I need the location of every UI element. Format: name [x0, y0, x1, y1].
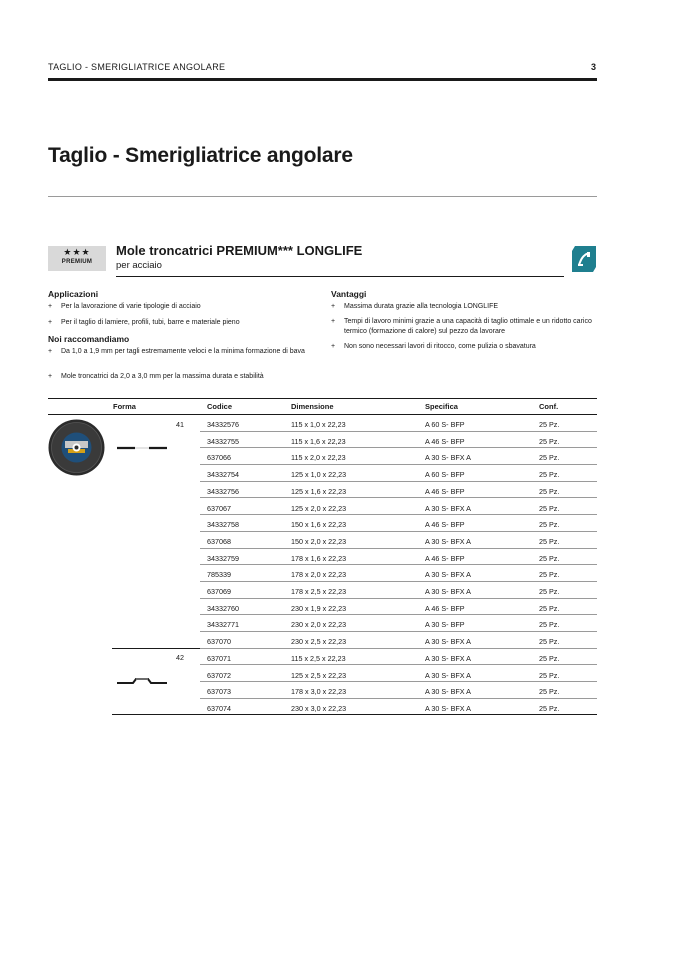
cell-dimensione: 230 x 1,9 x 22,23 — [291, 603, 347, 613]
badge-stars: ★★★ — [63, 247, 91, 257]
bullet-plus: + — [331, 343, 336, 350]
bullet-text: Non sono necessari lavori di ritocco, come pulizia o sbavatura — [344, 343, 536, 350]
cell-codice: 637070 — [207, 637, 231, 647]
column-header-specifica: Specifica — [425, 402, 458, 411]
list-item — [331, 302, 597, 312]
cell-specifica: A 60 S- BFP — [425, 470, 465, 480]
cell-dimensione: 125 x 1,6 x 22,23 — [291, 486, 347, 496]
cell-codice: 637072 — [207, 670, 231, 680]
bullet-text: Per la lavorazione di varie tipologie di acciaio — [61, 303, 201, 310]
product-name: Mole troncatrici PREMIUM*** LONGLIFE — [116, 243, 363, 258]
bullet-plus: + — [331, 318, 336, 325]
cell-codice: 637073 — [207, 687, 231, 697]
cell-conf: 25 Pz. — [539, 420, 560, 429]
cell-specifica: A 46 S- BFP — [425, 603, 465, 613]
table-row — [200, 599, 597, 616]
cell-dimensione: 178 x 2,0 x 22,23 — [291, 570, 347, 580]
cutting-disc-image — [48, 419, 105, 476]
cell-conf: 25 Pz. — [539, 453, 560, 463]
cell-codice: 34332576 — [207, 420, 239, 429]
cell-codice: 34332760 — [207, 603, 239, 613]
cell-conf: 25 Pz. — [539, 503, 560, 513]
table-row — [200, 682, 597, 699]
table-row — [200, 499, 597, 516]
cell-conf: 25 Pz. — [539, 486, 560, 496]
list-item — [331, 317, 597, 336]
raccomandiamo-title: Noi raccomandiamo — [48, 334, 130, 344]
cell-dimensione: 125 x 1,0 x 22,23 — [291, 470, 347, 480]
cell-specifica: A 30 S- BFX A — [425, 703, 471, 713]
list-item — [48, 302, 328, 312]
cell-specifica: A 60 S- BFP — [425, 420, 465, 429]
cell-specifica: A 46 S- BFP — [425, 436, 465, 446]
cell-conf: 25 Pz. — [539, 653, 560, 663]
cell-specifica: A 30 S- BFX A — [425, 570, 471, 580]
column-header-conf: Conf. — [539, 402, 559, 411]
list-item — [331, 342, 597, 352]
bullet-plus: + — [48, 303, 53, 310]
cell-conf: 25 Pz. — [539, 603, 560, 613]
cell-conf: 25 Pz. — [539, 703, 560, 713]
cell-conf: 25 Pz. — [539, 553, 560, 563]
cell-dimensione: 178 x 3,0 x 22,23 — [291, 687, 347, 697]
cell-dimensione: 230 x 3,0 x 22,23 — [291, 703, 347, 713]
cell-dimensione: 178 x 2,5 x 22,23 — [291, 587, 347, 596]
table-row — [200, 632, 597, 649]
list-item — [48, 347, 328, 357]
cell-conf: 25 Pz. — [539, 570, 560, 580]
cell-specifica: A 30 S- BFX A — [425, 653, 471, 663]
cell-codice: 34332759 — [207, 553, 239, 563]
table-row — [200, 565, 597, 582]
table-row — [200, 448, 597, 465]
table-row — [200, 582, 597, 599]
bullet-text: Tempi di lavoro minimi grazie a una capacità di taglio ottimale e un ridotto carico termico (formazione di calore) sul pezzo da lavorare — [344, 318, 592, 335]
cell-dimensione: 178 x 1,6 x 22,23 — [291, 553, 347, 563]
table-top-rule — [48, 398, 597, 399]
column-header-dimensione: Dimensione — [291, 402, 334, 411]
product-subtitle: per acciaio — [116, 260, 162, 271]
cell-conf: 25 Pz. — [539, 520, 560, 530]
cell-codice: 34332755 — [207, 436, 239, 446]
cell-conf: 25 Pz. — [539, 670, 560, 680]
title-rule — [48, 196, 597, 197]
steel-profile-icon — [572, 246, 596, 272]
cell-conf: 25 Pz. — [539, 536, 560, 546]
cell-dimensione: 115 x 1,0 x 22,23 — [291, 420, 346, 429]
cell-dimensione: 150 x 1,6 x 22,23 — [291, 520, 347, 530]
cell-specifica: A 30 S- BFX A — [425, 453, 471, 463]
header-rule — [48, 78, 597, 81]
table-row — [200, 482, 597, 499]
table-bottom-rule — [112, 714, 597, 715]
table-row — [200, 465, 597, 482]
cell-dimensione: 230 x 2,5 x 22,23 — [291, 637, 347, 647]
bullet-plus: + — [48, 348, 53, 355]
table-row — [200, 432, 597, 449]
table-row — [200, 415, 597, 432]
forma-group-rule — [112, 648, 200, 649]
cell-codice: 637066 — [207, 453, 231, 463]
cell-conf: 25 Pz. — [539, 470, 560, 480]
bullet-plus: + — [48, 373, 53, 380]
bullet-text: Da 1,0 a 1,9 mm per tagli estremamente veloci e la minima formazione di bava — [61, 348, 305, 355]
table-row — [200, 649, 597, 666]
product-rule — [116, 276, 564, 277]
cell-conf: 25 Pz. — [539, 637, 560, 647]
running-header: TAGLIO - SMERIGLIATRICE ANGOLARE — [48, 62, 226, 72]
cell-specifica: A 30 S- BFX A — [425, 587, 471, 596]
cell-dimensione: 115 x 2,0 x 22,23 — [291, 453, 346, 463]
cell-codice: 34332771 — [207, 620, 239, 630]
cell-dimensione: 115 x 2,5 x 22,23 — [291, 653, 346, 663]
list-item — [48, 372, 328, 382]
table-row — [200, 549, 597, 566]
cell-conf: 25 Pz. — [539, 436, 560, 446]
cell-specifica: A 46 S- BFP — [425, 520, 465, 530]
page-title: Taglio - Smerigliatrice angolare — [48, 144, 353, 167]
column-header-codice: Codice — [207, 402, 233, 411]
cell-specifica: A 46 S- BFP — [425, 553, 465, 563]
forma-41-label: 41 — [176, 420, 184, 429]
bullet-plus: + — [48, 319, 53, 326]
cell-dimensione: 115 x 1,6 x 22,23 — [291, 436, 346, 446]
cell-specifica: A 30 S- BFX A — [425, 687, 471, 697]
cell-codice: 637074 — [207, 703, 231, 713]
cell-codice: 785339 — [207, 570, 231, 580]
cell-codice: 34332754 — [207, 470, 239, 480]
cell-specifica: A 30 S- BFP — [425, 620, 465, 630]
cell-codice: 637069 — [207, 587, 231, 596]
bullet-text: Massima durata grazie alla tecnologia LONGLIFE — [344, 303, 499, 310]
bullet-plus: + — [331, 303, 336, 310]
cell-dimensione: 125 x 2,5 x 22,23 — [291, 670, 347, 680]
table-row — [200, 532, 597, 549]
table-row — [200, 666, 597, 683]
premium-badge — [48, 246, 106, 271]
cell-dimensione: 230 x 2,0 x 22,23 — [291, 620, 347, 630]
cell-codice: 34332756 — [207, 486, 239, 496]
cell-conf: 25 Pz. — [539, 687, 560, 697]
cell-specifica: A 46 S- BFP — [425, 486, 465, 496]
table-row — [200, 515, 597, 532]
cell-dimensione: 125 x 2,0 x 22,23 — [291, 503, 347, 513]
cell-codice: 637071 — [207, 653, 231, 663]
table-row — [200, 615, 597, 632]
page-number: 3 — [590, 62, 596, 72]
cell-specifica: A 30 S- BFX A — [425, 503, 471, 513]
cell-codice: 637067 — [207, 503, 231, 513]
column-header-forma: Forma — [113, 402, 136, 411]
list-item — [48, 318, 328, 328]
cell-specifica: A 30 S- BFX A — [425, 536, 471, 546]
bullet-text: Mole troncatrici da 2,0 a 3,0 mm per la massima durata e stabilità — [61, 373, 264, 380]
flat-disc-shape-icon — [117, 444, 167, 452]
cell-dimensione: 150 x 2,0 x 22,23 — [291, 536, 347, 546]
cell-codice: 34332758 — [207, 520, 239, 530]
badge-label: PREMIUM — [61, 259, 93, 265]
cell-specifica: A 30 S- BFX A — [425, 637, 471, 647]
vantaggi-title: Vantaggi — [331, 289, 367, 299]
forma-42-label: 42 — [176, 653, 184, 662]
cell-specifica: A 30 S- BFX A — [425, 670, 471, 680]
cell-conf: 25 Pz. — [539, 587, 560, 596]
applicazioni-title: Applicazioni — [48, 289, 99, 299]
depressed-center-disc-shape-icon — [117, 676, 167, 686]
cell-codice: 637068 — [207, 536, 231, 546]
bullet-text: Per il taglio di lamiere, profili, tubi, barre e materiale pieno — [61, 319, 240, 326]
cell-conf: 25 Pz. — [539, 620, 560, 630]
